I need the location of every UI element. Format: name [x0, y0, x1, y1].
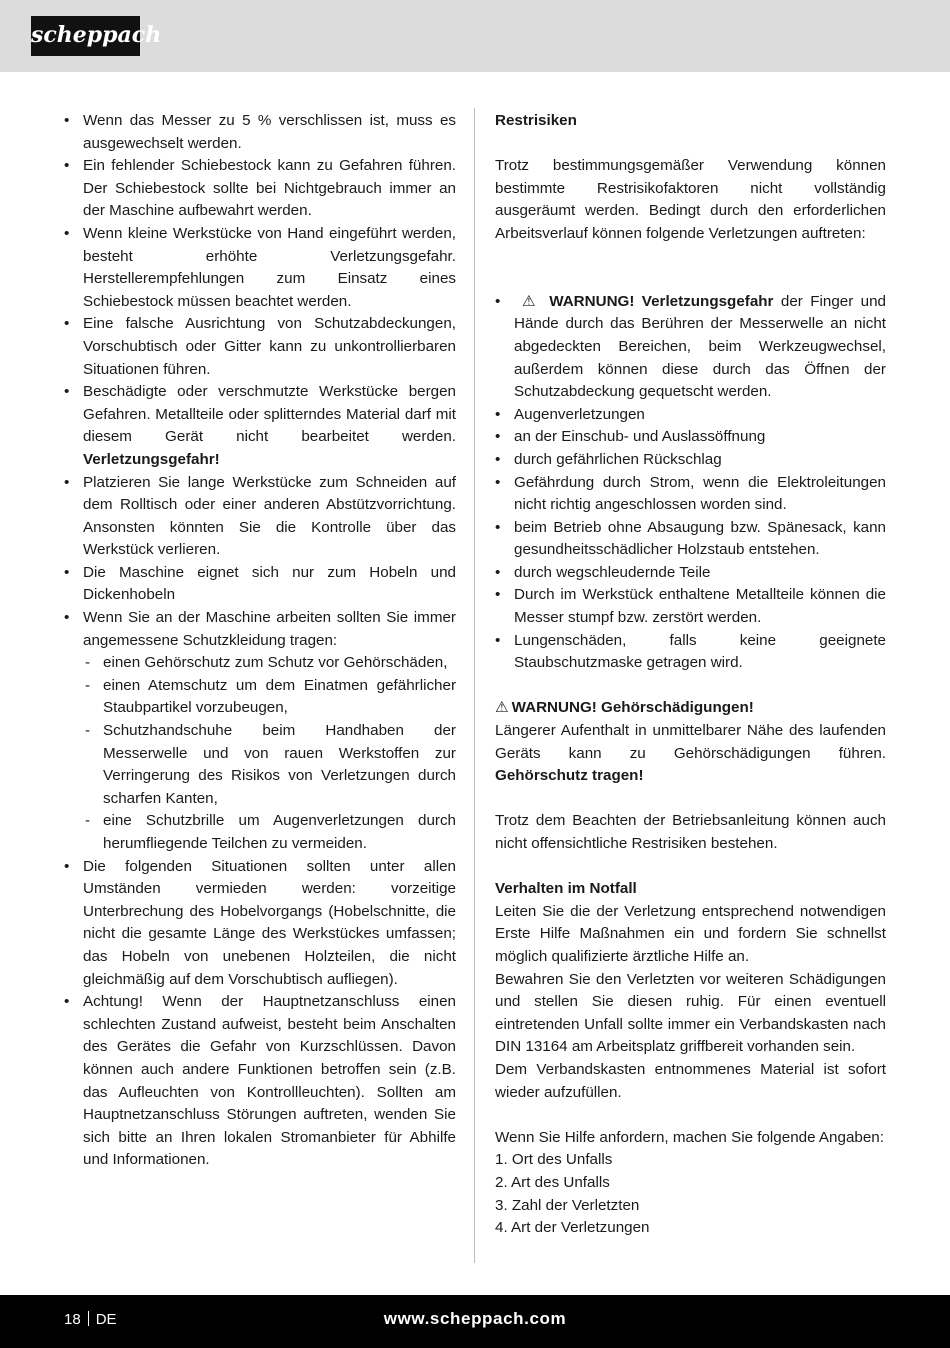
protection-sublist — [83, 652, 456, 855]
safety-list — [64, 110, 456, 1172]
list-item: • durch wegschleudernde Teile — [495, 562, 886, 585]
help-list-item: 3. Zahl der Verletzten — [495, 1196, 640, 1214]
website-url: www.scheppach.com — [383, 1309, 567, 1328]
list-item: • Die folgenden Situationen sollten unter allen Umständen vermieden werden: vorzeitige Unterbrechung des Hobelvorgangs (Hobelschnitte, die nicht die gesamte Länge des Werkstückes umfassen; das Hobeln von unebenen Holzteilen, die nicht gleichmäßig auf dem Vorschubtisch aufliegen). — [64, 856, 456, 992]
list-item: • Lungenschäden, falls keine geeignete Staubschutzmaske getragen wird. — [495, 630, 886, 675]
list-item: • Wenn kleine Werkstücke von Hand eingeführt werden, besteht erhöhte Verletzungsgefahr. Herstellerempfehlungen zum Einsatz eines Schiebestock müssen beachtet werden. — [64, 223, 456, 313]
scheppach-logo: scheppach — [31, 16, 140, 56]
warning-text: der Finger und Hände durch das Berühren der Messerwelle an nicht abgedeckten Bereichen, beim Werkzeugwechsel, außerdem können diese durch das Öffnen der Schutzabdeckung gequetscht werden. — [514, 292, 886, 401]
hearing-warning-heading — [495, 697, 886, 720]
hearing-warning-body: Längerer Aufenthalt in unmittelbarer Nähe des laufenden Geräts kann zu Gehörschädigungen führen. — [495, 722, 886, 762]
left-column — [64, 110, 456, 1172]
emergency-paragraph: Bewahren Sie den Verletzten vor weiteren Schädigungen und stellen Sie diesen ruhig. Für einen eventuell eintretenden Unfall sollte immer ein Verbandskasten nach DIN 13164 am Arbeitsplatz griffbereit vorhanden sein. — [495, 970, 886, 1056]
list-item: • Platzieren Sie lange Werkstücke zum Schneiden auf dem Rolltisch oder einer anderen Abstützvorrichtung. Ansonsten könnten Sie die Kontrolle über das Werkstück verlieren. — [64, 472, 456, 562]
list-item — [64, 381, 456, 471]
residual-note: Trotz dem Beachten der Betriebsanleitung können auch nicht offensichtliche Restrisiken bestehen. — [495, 812, 886, 852]
language-code: DE — [95, 1311, 117, 1328]
list-item-bold: Verletzungsgefahr! — [83, 450, 220, 468]
list-item: • Ein fehlender Schiebestock kann zu Gefahren führen. Der Schiebestock sollte bei Nichtgebrauch immer an der Maschine aufbewahrt werden. — [64, 155, 456, 223]
page-number: 18 — [64, 1311, 81, 1328]
list-item: • an der Einschub- und Auslassöffnung — [495, 426, 886, 449]
sub-list-item: - eine Schutzbrille um Augenverletzungen durch herumfliegende Teilchen zu vermeiden. — [83, 810, 456, 855]
list-item-text: Beschädigte oder verschmutzte Werkstücke bergen Gefahren. Metallteile oder splitterndes Material darf mit diesem Gerät nicht bearbeitet werden. — [83, 383, 456, 446]
list-item: • Durch im Werkstück enthaltene Metallteile können die Messer stumpf bzw. zerstört werden. — [495, 584, 886, 629]
help-list-item: 2. Art des Unfalls — [495, 1173, 610, 1191]
sub-list-item: - einen Gehörschutz zum Schutz vor Gehörschäden, — [83, 652, 456, 675]
list-item — [64, 607, 456, 856]
page-header — [0, 0, 950, 72]
hearing-warning-title: WARNUNG! Gehörschädigungen! — [511, 699, 754, 717]
right-column — [495, 110, 886, 1240]
residual-risks-heading: Restrisiken — [495, 112, 577, 129]
warning-icon: ⚠ — [522, 292, 539, 310]
list-item: • Eine falsche Ausrichtung von Schutzabdeckungen, Vorschubtisch oder Gitter kann zu unkontrollierbaren Situationen führen. — [64, 313, 456, 381]
column-divider — [474, 108, 475, 1263]
help-list-item: 1. Ort des Unfalls — [495, 1151, 613, 1169]
list-item: • Augenverletzungen — [495, 404, 886, 427]
emergency-paragraph: Leiten Sie die der Verletzung entsprechend notwendigen Erste Hilfe Maßnahmen ein und fordern Sie schnellst möglich qualifizierte ärztliche Hilfe an. — [495, 902, 886, 965]
residual-risks-intro: Trotz bestimmungsgemäßer Verwendung können bestimmte Restrisikofaktoren nicht vollständig ausgeräumt werden. Bedingt durch den erforderlichen Arbeitsverlauf können folgende Verletzungen auftreten: — [495, 157, 886, 242]
sub-list-item: - Schutzhandschuhe beim Handhaben der Messerwelle und von rauen Werkstoffen zur Verringerung des Risikos von Verletzungen durch scharfen Kanten, — [83, 720, 456, 810]
hearing-warning-bold: Gehörschutz tragen! — [495, 767, 644, 785]
page-footer — [0, 1295, 950, 1348]
emergency-paragraph: Dem Verbandskasten entnommenes Material ist sofort wieder aufzufüllen. — [495, 1060, 886, 1101]
sub-list-item: - einen Atemschutz um dem Einatmen gefährlicher Staubpartikel vorzubeugen, — [83, 675, 456, 720]
protection-intro: Wenn Sie an der Maschine arbeiten sollten Sie immer angemessene Schutzkleidung tragen: — [83, 609, 456, 649]
help-intro: Wenn Sie Hilfe anfordern, machen Sie folgende Angaben: — [495, 1128, 884, 1146]
residual-risks-list — [495, 291, 886, 675]
list-item — [495, 291, 886, 404]
list-item: • Wenn das Messer zu 5 % verschlissen ist, muss es ausgewechselt werden. — [64, 110, 456, 155]
hearing-warning-text — [495, 720, 886, 788]
list-item: • durch gefährlichen Rückschlag — [495, 449, 886, 472]
list-item: • beim Betrieb ohne Absaugung bzw. Spänesack, kann gesundheitsschädlicher Holzstaub entstehen. — [495, 517, 886, 562]
list-item: • Die Maschine eignet sich nur zum Hobeln und Dickenhobeln — [64, 562, 456, 607]
list-item: • Gefährdung durch Strom, wenn die Elektroleitungen nicht richtig angeschlossen worden sind. — [495, 472, 886, 517]
emergency-heading: Verhalten im Notfall — [495, 880, 637, 898]
help-list-item: 4. Art der Verletzungen — [495, 1219, 650, 1237]
warning-label: WARNUNG! Verletzungsgefahr — [549, 292, 774, 310]
warning-icon: ⚠ — [495, 699, 509, 717]
list-item: • Achtung! Wenn der Hauptnetzanschluss einen schlechten Zustand aufweist, besteht beim Anschalten des Gerätes die Gefahr von Kurzschlüssen. Davon können auch andere Funktionen betroffen sein (z.B. das Aufleuchten von Kontrollleuchten). Sollten am Hauptnetzanschluss Störungen auftreten, wenden Sie sich bitte an Ihren lokalen Stromanbieter für Abhilfe und Informationen. — [64, 991, 456, 1172]
